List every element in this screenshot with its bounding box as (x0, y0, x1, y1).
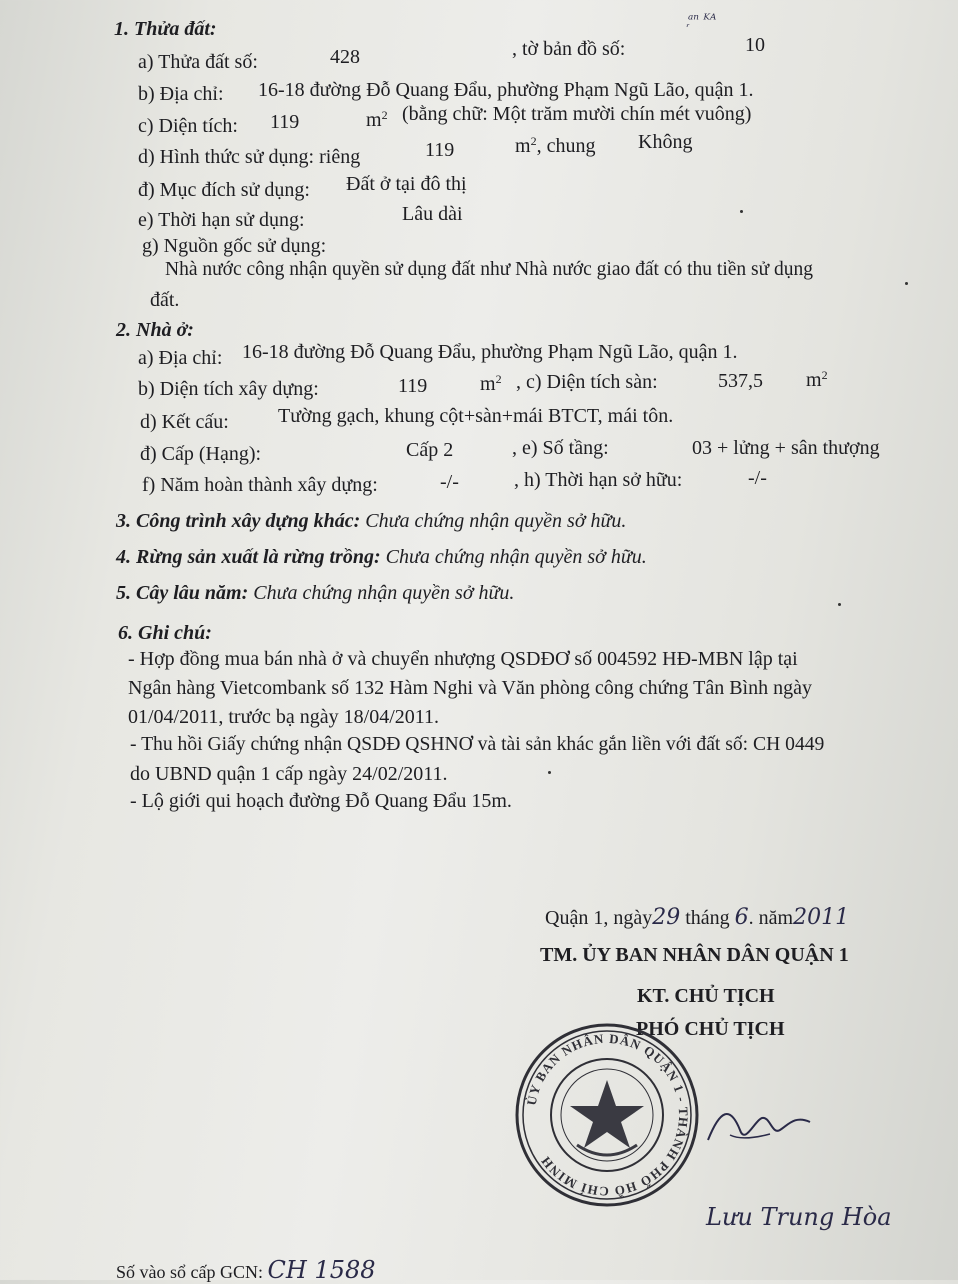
s1-g-value-2: đất. (150, 289, 180, 311)
s2-c-value: 537,5 (718, 370, 763, 392)
s2-b-value: 119 (398, 375, 428, 397)
speck (838, 603, 841, 606)
s1-c-words: (bằng chữ: Một trăm mười chín mét vuông) (402, 103, 752, 125)
s2-f-label: f) Năm hoàn thành xây dựng: (142, 474, 378, 496)
section3: 3. Công trình xây dựng khác: Chưa chứng nhận quyền sở hữu. (116, 510, 627, 532)
official-seal-icon (512, 1020, 702, 1210)
s1-a-map-label: , tờ bản đồ số: (512, 38, 626, 60)
note-line: - Hợp đồng mua bán nhà ở và chuyển nhượng QSDĐƠ số 004592 HĐ-MBN lập tại (128, 648, 798, 670)
note-line: 01/04/2011, trước bạ ngày 18/04/2011. (128, 706, 440, 728)
signer-name: Lưu Trung Hòa (706, 1203, 892, 1231)
s1-d-value: 119 (425, 139, 455, 161)
issue-date: Quận 1, ngày29 tháng 6. năm2011 (545, 905, 850, 930)
signer-title-2: PHÓ CHỦ TỊCH (636, 1018, 785, 1040)
s1-dd-value: Đất ở tại đô thị (346, 173, 467, 195)
section4: 4. Rừng sản xuất là rừng trồng: Chưa chứng nhận quyền sở hữu. (116, 546, 647, 568)
s2-b-unit: $m^2$ (480, 372, 502, 395)
s1-d-shared-value: Không (638, 131, 693, 153)
s2-c-label: , c) Diện tích sàn: (516, 371, 658, 393)
s1-d-unit: $m^2$, chung (515, 134, 596, 157)
s1-dd-label: đ) Mục đích sử dụng: (138, 179, 310, 201)
speck (905, 282, 908, 285)
s1-e-label: e) Thời hạn sử dụng: (138, 209, 305, 231)
s1-b-value: 16-18 đường Đỗ Quang Đẩu, phường Phạm Ngũ Lão, quận 1. (258, 79, 754, 101)
section6-heading: 6. Ghi chú: (118, 622, 212, 644)
section2-heading: 2. Nhà ở: (116, 319, 194, 341)
speck (548, 771, 551, 774)
s1-c-unit: $m^2$ (366, 108, 388, 131)
s2-h-value: -/- (748, 467, 767, 489)
s2-h-label: , h) Thời hạn sở hữu: (514, 469, 683, 491)
s2-d-label: d) Kết cấu: (140, 411, 229, 433)
s1-c-value: 119 (270, 111, 300, 133)
s1-e-value: Lâu dài (402, 203, 463, 225)
registration-number: Số vào sổ cấp GCN: CH 1588 (116, 1256, 376, 1284)
s2-e-label: , e) Số tầng: (512, 437, 609, 459)
speck (740, 210, 743, 213)
note-line: Ngân hàng Vietcombank số 132 Hàm Nghi và Văn phòng công chứng Tân Bình ngày (128, 677, 812, 699)
s1-g-value-1: Nhà nước công nhận quyền sử dụng đất như Nhà nước giao đất có thu tiền sử dụng (165, 259, 814, 280)
s2-dd-value: Cấp 2 (406, 439, 454, 461)
s1-g-label: g) Nguồn gốc sử dụng: (142, 235, 327, 257)
s2-f-value: -/- (440, 471, 459, 493)
note-line: - Thu hồi Giấy chứng nhận QSDĐ QSHNƠ và tài sản khác gắn liền với đất số: CH 0449 (130, 734, 825, 755)
signature-icon (700, 1100, 820, 1160)
s1-c-label: c) Diện tích: (138, 115, 238, 137)
s2-dd-label: đ) Cấp (Hạng): (140, 443, 262, 465)
section1-heading: 1. Thửa đất: (114, 18, 217, 40)
s1-b-label: b) Địa chỉ: (138, 83, 224, 105)
note-line: - Lộ giới qui hoạch đường Đỗ Quang Đẩu 15m. (130, 790, 512, 812)
s1-d-label: d) Hình thức sử dụng: riêng (138, 146, 361, 168)
top-mark: ᷊ᵃⁿ ᴷᴬ (688, 12, 717, 28)
s2-b-label: b) Diện tích xây dựng: (138, 378, 319, 400)
s1-a-map-value: 10 (745, 34, 765, 56)
s2-a-value: 16-18 đường Đỗ Quang Đẩu, phường Phạm Ngũ Lão, quận 1. (242, 341, 738, 363)
s2-e-value: 03 + lửng + sân thượng (692, 437, 880, 459)
s1-a-label: a) Thửa đất số: (138, 51, 258, 73)
s2-c-unit: $m^2$ (806, 368, 828, 391)
section5: 5. Cây lâu năm: Chưa chứng nhận quyền sở hữu. (116, 582, 515, 604)
issuing-authority: TM. ỦY BAN NHÂN DÂN QUẬN 1 (540, 944, 849, 966)
s2-a-label: a) Địa chỉ: (138, 347, 223, 369)
s2-d-value: Tường gạch, khung cột+sàn+mái BTCT, mái tôn. (278, 405, 674, 427)
svg-text:ỦY BAN NHÂN DÂN QUẬN 1 - THÀNH: ỦY BAN NHÂN DÂN QUẬN 1 - THÀNH PHỐ HỒ CHÍ MINH (523, 1030, 692, 1200)
signer-title-1: KT. CHỦ TỊCH (637, 985, 775, 1007)
s1-a-value: 428 (330, 46, 360, 68)
note-line: do UBND quận 1 cấp ngày 24/02/2011. (130, 763, 448, 785)
